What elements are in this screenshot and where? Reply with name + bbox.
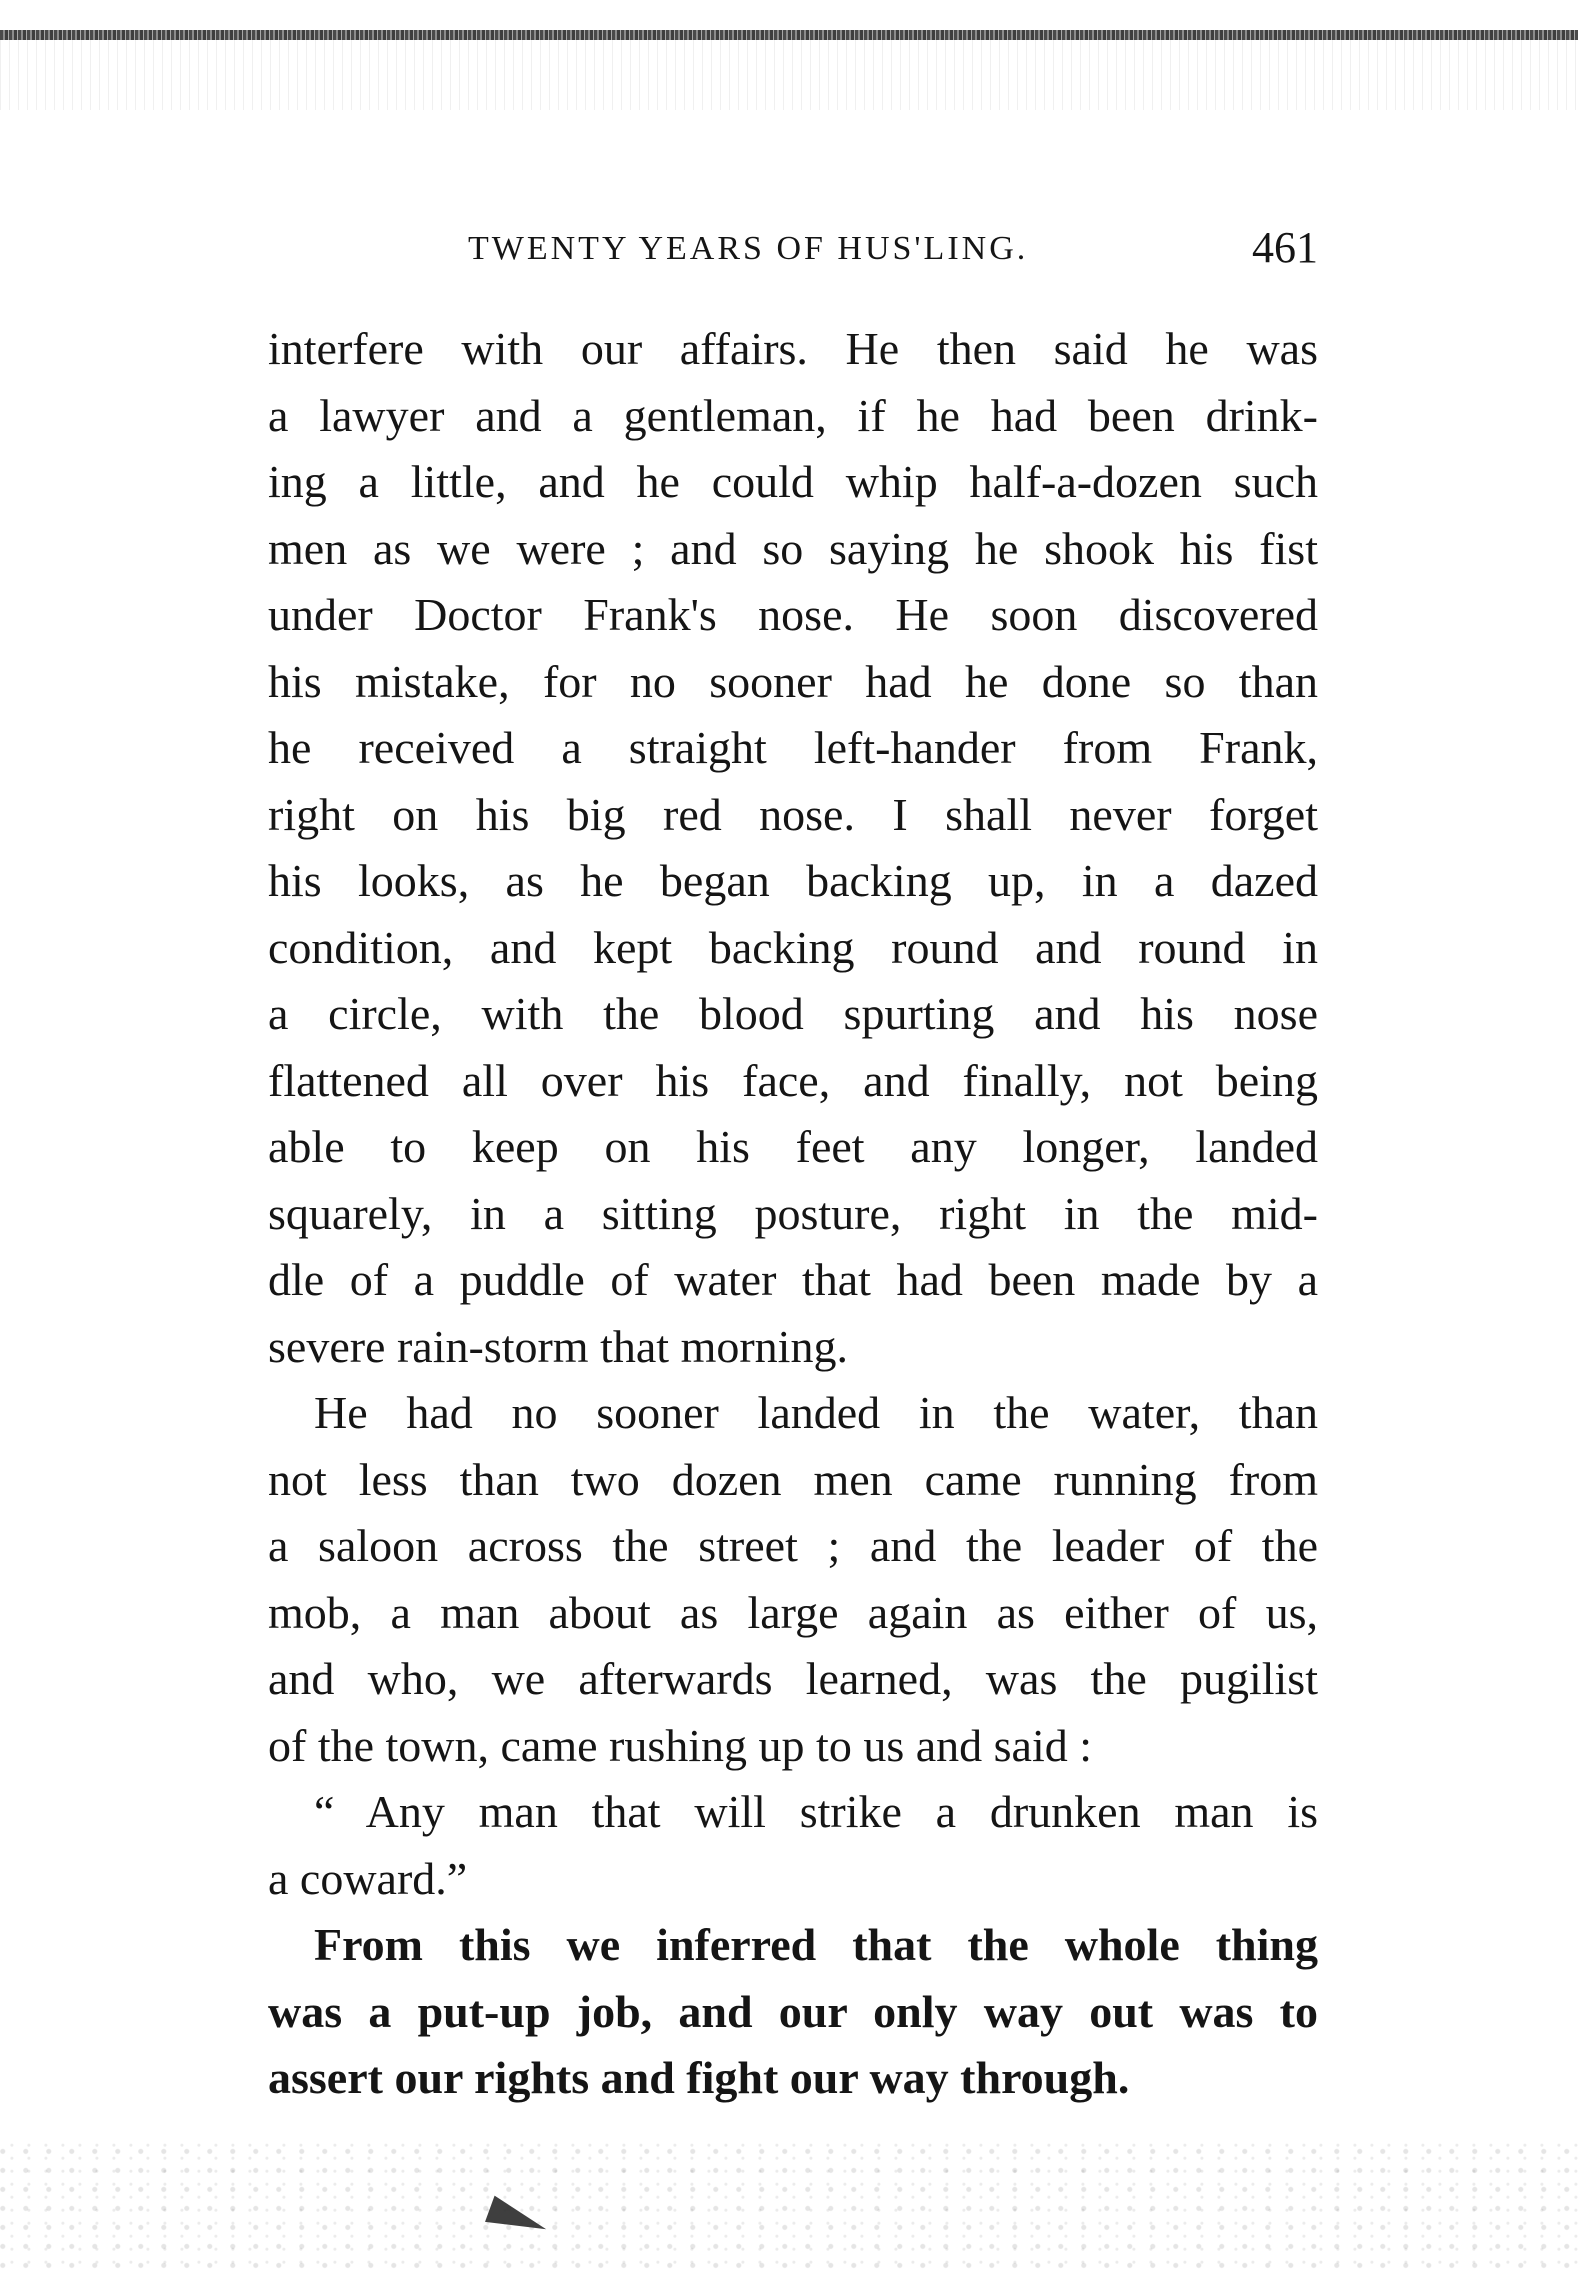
body-text [268,316,1318,2112]
text-line: a saloon across the street ; and the leader of the [268,1520,1318,1571]
text-line: his looks, as he began backing up, in a dazed [268,855,1318,906]
text-line: under Doctor Frank's nose. He soon discovered [268,589,1318,640]
scan-noise-bottom [0,2140,1578,2272]
paragraph-4 [268,1912,1318,2112]
text-line: From this we inferred that the whole thing [314,1919,1318,1970]
text-line: a lawyer and a gentleman, if he had been drink- [268,389,1318,441]
text-line: was a put-up job, and our only way out was to [268,1985,1318,2037]
running-header [268,223,1318,286]
paragraph-2 [268,1380,1318,1779]
text-line: mob, a man about as large again as either of us, [268,1586,1318,1638]
text-line: a circle, with the blood spurting and his nose [268,988,1318,1039]
text-line: severe rain-storm that morning. [268,1320,848,1372]
text-line: able to keep on his feet any longer, landed [268,1121,1318,1172]
text-line: He had no sooner landed in the water, than [314,1387,1318,1438]
text-line: men as we were ; and so saying he shook his fist [268,522,1318,574]
text-line: not less than two dozen men came running from [268,1453,1318,1505]
text-line: interfere with our affairs. He then said he was [268,323,1318,374]
scan-noise-top [0,40,1578,110]
text-line: flattened all over his face, and finally, not being [268,1054,1318,1106]
text-line: assert our rights and fight our way through. [268,2052,1130,2103]
text-line: his mistake, for no sooner had he done so than [268,655,1318,707]
scan-edge-top [0,30,1578,40]
running-title: TWENTY YEARS OF HUS'LING. [468,230,1029,267]
text-line: of the town, came rushing up to us and said : [268,1719,1093,1771]
text-line: condition, and kept backing round and round in [268,921,1318,973]
paragraph-1 [268,316,1318,1380]
page-number: 461 [1252,223,1318,272]
text-line: and who, we afterwards learned, was the pugilist [268,1653,1318,1704]
text-line: dle of a puddle of water that had been made by a [268,1254,1318,1305]
text-line: a coward.” [268,1852,468,1904]
text-line: squarely, in a sitting posture, right in the mid- [268,1187,1318,1239]
text-line: right on his big red nose. I shall never forget [268,788,1318,840]
paragraph-3 [268,1779,1318,1912]
text-line: “ Any man that will strike a drunken man is [314,1786,1318,1837]
text-line: he received a straight left-hander from Frank, [268,722,1318,773]
text-line: ing a little, and he could whip half-a-dozen such [268,456,1318,507]
